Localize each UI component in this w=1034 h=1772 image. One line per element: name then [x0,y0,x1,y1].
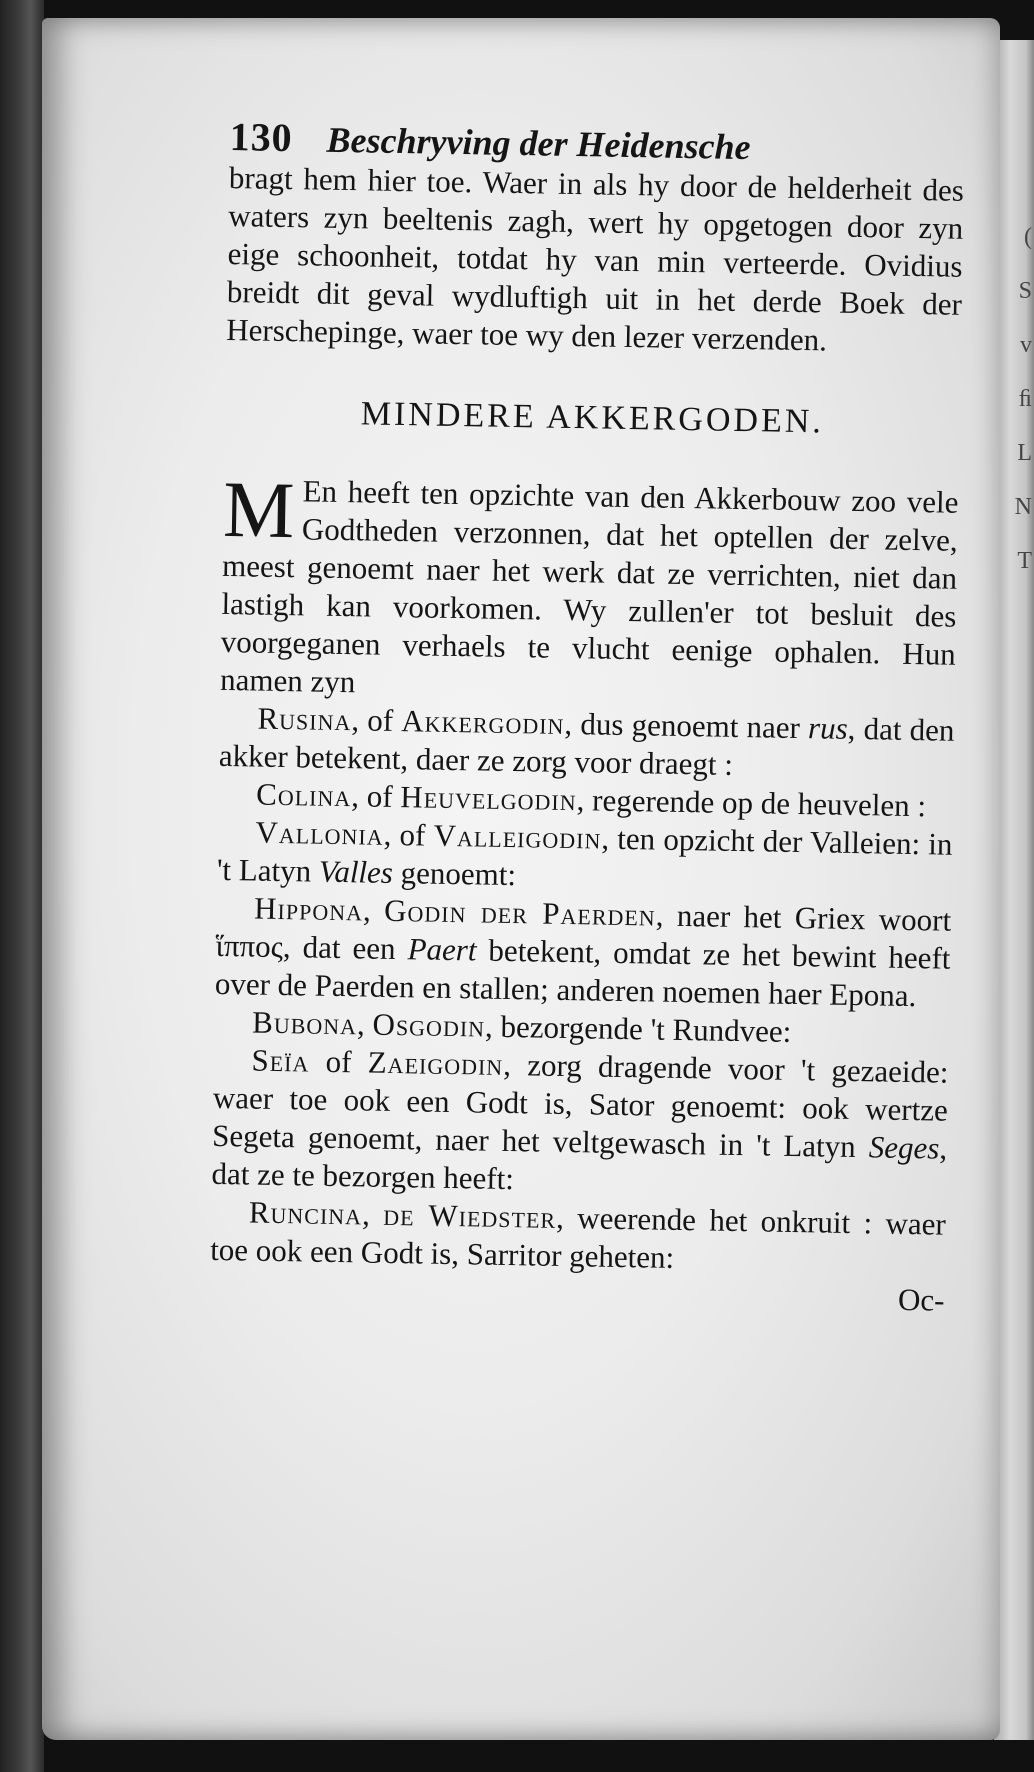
facing-page-fragments: ( S v ﬁ L N T [1014,224,1032,574]
page-number: 130 [229,114,294,161]
intro-text: En heeft ten opzichte van den Akkerbouw zoo vele Godtheden verzonnen, dat het optellen der zelve, meest genoemt naer het werk dat ze verrichten, niet dan lastigh kan voorkomen. Wy zullen'er tot besluit des voorgeganen verhaels te vlucht eenige ophalen. Hun namen zyn [219,473,959,700]
entry-name-alt: Godin der Paerden [383,892,657,933]
entry-text: of [309,1043,369,1080]
entry [215,889,952,1016]
entry-name-alt: Akkergodin [401,703,565,741]
entry-text: , ten opzicht der Valleien: in 't Latyn [216,820,953,889]
entry-name-alt: de Wiedster [382,1196,557,1235]
entry-text: , dat ze te bezorgen heeft: [211,1130,948,1197]
entry [219,699,955,788]
entry-name-alt: Valleigodin [433,817,602,856]
entry-name-alt: Heuvelgodin [400,779,578,818]
running-title: Beschryving der Heidensche [326,119,751,168]
entry-text: , [362,892,385,928]
entry-name: Seïa [251,1042,310,1079]
entry-name: Runcina [248,1194,363,1232]
book-spine [0,0,44,1772]
entry-name-alt: Zaeigodin [367,1044,504,1082]
entry [211,1041,949,1206]
page-text [209,114,965,1320]
catchword: Oc- [897,1281,945,1318]
entry-text: , [361,1196,384,1232]
entry-italic: rus [807,710,849,746]
entry-text: , weerende het onkruit : waer toe ook een Godt is, Sarritor geheten: [209,1199,947,1275]
entry-name: Bubona [251,1004,358,1042]
entry-name: Colina [255,776,352,814]
entry [210,1193,946,1282]
entry-name: Vallonia [255,814,384,852]
entry-text: , bezorgende 't Rundvee: [484,1008,792,1049]
intro-paragraph [219,465,959,712]
entry-name: Hippona [253,890,364,928]
entry [217,813,953,902]
entry-text: genoemt: [392,854,517,893]
entry-text: , of [383,816,434,853]
entry-text: betekent, omdat ze het bewint heeft over de Paerden en stallen; anderen noemen haer Epona. [214,932,951,1014]
section-heading: MINDERE AKKERGODEN. [360,395,825,441]
entry-text: , regerende op de heuvelen : [576,782,927,824]
entry-text: , naer het Griex woort ἵππος, dat een [215,897,952,967]
drop-cap: M [222,465,296,556]
facing-page-edge [994,40,1034,1740]
entry-text: , dus genoemt naer [564,705,809,746]
entry-text: , of [351,702,402,739]
entries-list [210,699,955,1282]
entry-text: , zorg dragende voor 't gezaeide: waer toe ook een Godt is, Sator genoemt: ook wertze Segeta genoemt, naer het veltgewasch in 't Latyn [211,1046,949,1165]
entry-text: , dat den akker betekent, daer ze zorg voor draegt : [218,710,955,782]
opening-paragraph: bragt hem hier toe. Waer in als hy door de helderheit des waters zyn beeltenis zagh, wert hy opgetogen door zyn eige schoonheit, totdat hy van min verteerde. Ovidius breidt dit geval wydluftigh uit in het derde Boek der Herschepinge, waer toe wy den lezer verzenden. [226,159,965,358]
entry-italic: Paert [407,931,477,968]
entry-italic: Seges [868,1129,940,1166]
entry-text: , [356,1006,373,1042]
entry-name-alt: Osgodin [372,1006,486,1044]
entry-name: Rusina [257,700,352,738]
entry-text: , of [350,778,401,815]
entry-italic: Valles [318,853,394,890]
